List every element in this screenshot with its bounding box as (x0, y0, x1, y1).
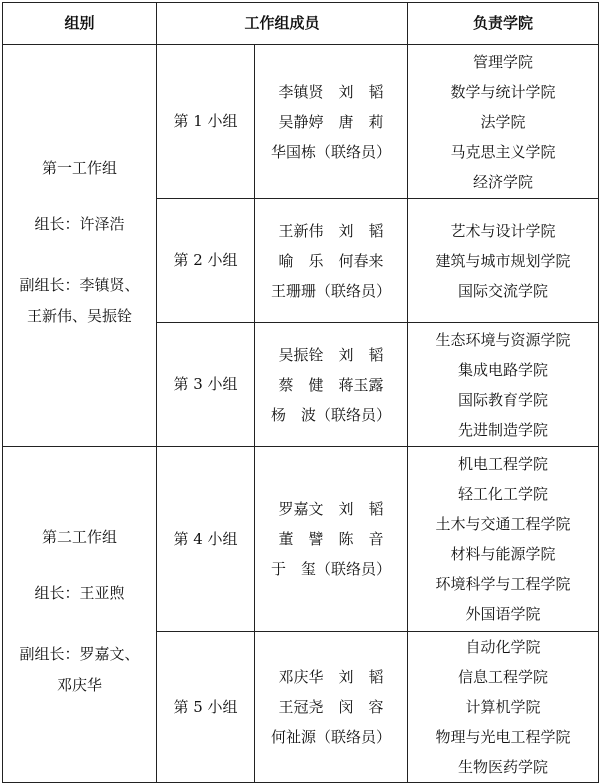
subgroup-label: 第 3 小组 (157, 323, 255, 447)
subgroup-members (255, 199, 408, 323)
work-group-table (2, 2, 599, 783)
member-line: 李镇贤 刘 韬 (278, 82, 384, 101)
college-item: 集成电路学院 (458, 360, 549, 379)
member-line: 王新伟 刘 韬 (278, 221, 384, 240)
college-item: 生态环境与资源学院 (435, 330, 571, 349)
college-item: 物理与光电工程学院 (435, 728, 571, 746)
college-item: 马克思主义学院 (450, 142, 556, 161)
subgroup-label: 第 4 小组 (157, 447, 255, 632)
member-line: 于 玺（联络员） (271, 560, 392, 578)
group-name: 第二工作组 (41, 527, 117, 546)
subgroup-colleges (408, 199, 599, 323)
subgroup-members (255, 632, 408, 783)
header-row (3, 3, 599, 45)
subgroup-label: 第 1 小组 (157, 45, 255, 199)
member-line: 吴静婷 唐 莉 (278, 112, 384, 131)
member-line: 杨 波（联络员） (271, 405, 392, 424)
college-item: 经济学院 (473, 172, 534, 191)
member-line: 王冠尧 闵 容 (278, 698, 384, 716)
college-item: 建筑与城市规划学院 (435, 251, 571, 270)
college-item: 先进制造学院 (458, 420, 549, 439)
college-item: 数学与统计学院 (450, 82, 556, 101)
college-item: 国际交流学院 (458, 281, 549, 300)
group-vice-leader: 邓庆华 (56, 676, 102, 695)
group-cell (3, 45, 157, 447)
college-item: 自动化学院 (465, 638, 541, 656)
subgroup-colleges (408, 45, 599, 199)
header-members: 工作组成员 (157, 3, 408, 45)
group-leader: 组长：许泽浩 (34, 214, 125, 233)
college-item: 艺术与设计学院 (450, 221, 556, 240)
college-item: 环境科学与工程学院 (435, 575, 571, 593)
college-item: 法学院 (480, 112, 526, 131)
member-line: 董 譬 陈 音 (278, 530, 384, 548)
member-line: 蔡 健 蒋玉露 (278, 375, 384, 394)
member-line: 吴振铨 刘 韬 (278, 345, 384, 364)
group-vice-leader: 副组长：李镇贤、 (19, 276, 140, 295)
group-cell (3, 447, 157, 783)
header-colleges: 负责学院 (408, 3, 599, 45)
college-item: 轻工化工学院 (458, 485, 549, 503)
college-item: 外国语学院 (465, 605, 541, 623)
group-leader: 组长：王亚煦 (34, 583, 125, 602)
table-row (3, 447, 599, 632)
member-line: 王珊珊（联络员） (271, 281, 392, 300)
member-line: 何祉源（联络员） (271, 728, 392, 746)
subgroup-label: 第 5 小组 (157, 632, 255, 783)
college-item: 信息工程学院 (458, 668, 549, 686)
subgroup-members (255, 45, 408, 199)
college-item: 机电工程学院 (458, 455, 549, 473)
subgroup-colleges (408, 323, 599, 447)
subgroup-members (255, 323, 408, 447)
college-item: 计算机学院 (465, 698, 541, 716)
subgroup-members (255, 447, 408, 632)
college-item: 国际教育学院 (458, 390, 549, 409)
member-line: 喻 乐 何春来 (278, 251, 384, 270)
college-item: 生物医药学院 (458, 758, 549, 776)
group-name: 第一工作组 (41, 158, 117, 177)
member-line: 罗嘉文 刘 韬 (278, 500, 384, 518)
header-group: 组别 (3, 3, 157, 45)
subgroup-colleges (408, 447, 599, 632)
subgroup-colleges (408, 632, 599, 783)
college-item: 土木与交通工程学院 (435, 515, 571, 533)
member-line: 邓庆华 刘 韬 (278, 668, 384, 686)
college-item: 管理学院 (473, 52, 534, 71)
subgroup-label: 第 2 小组 (157, 199, 255, 323)
table-row (3, 45, 599, 199)
member-line: 华国栋（联络员） (271, 142, 392, 161)
group-vice-leader: 王新伟、吴振铨 (26, 307, 132, 326)
college-item: 材料与能源学院 (450, 545, 556, 563)
group-vice-leader: 副组长：罗嘉文、 (19, 645, 140, 664)
